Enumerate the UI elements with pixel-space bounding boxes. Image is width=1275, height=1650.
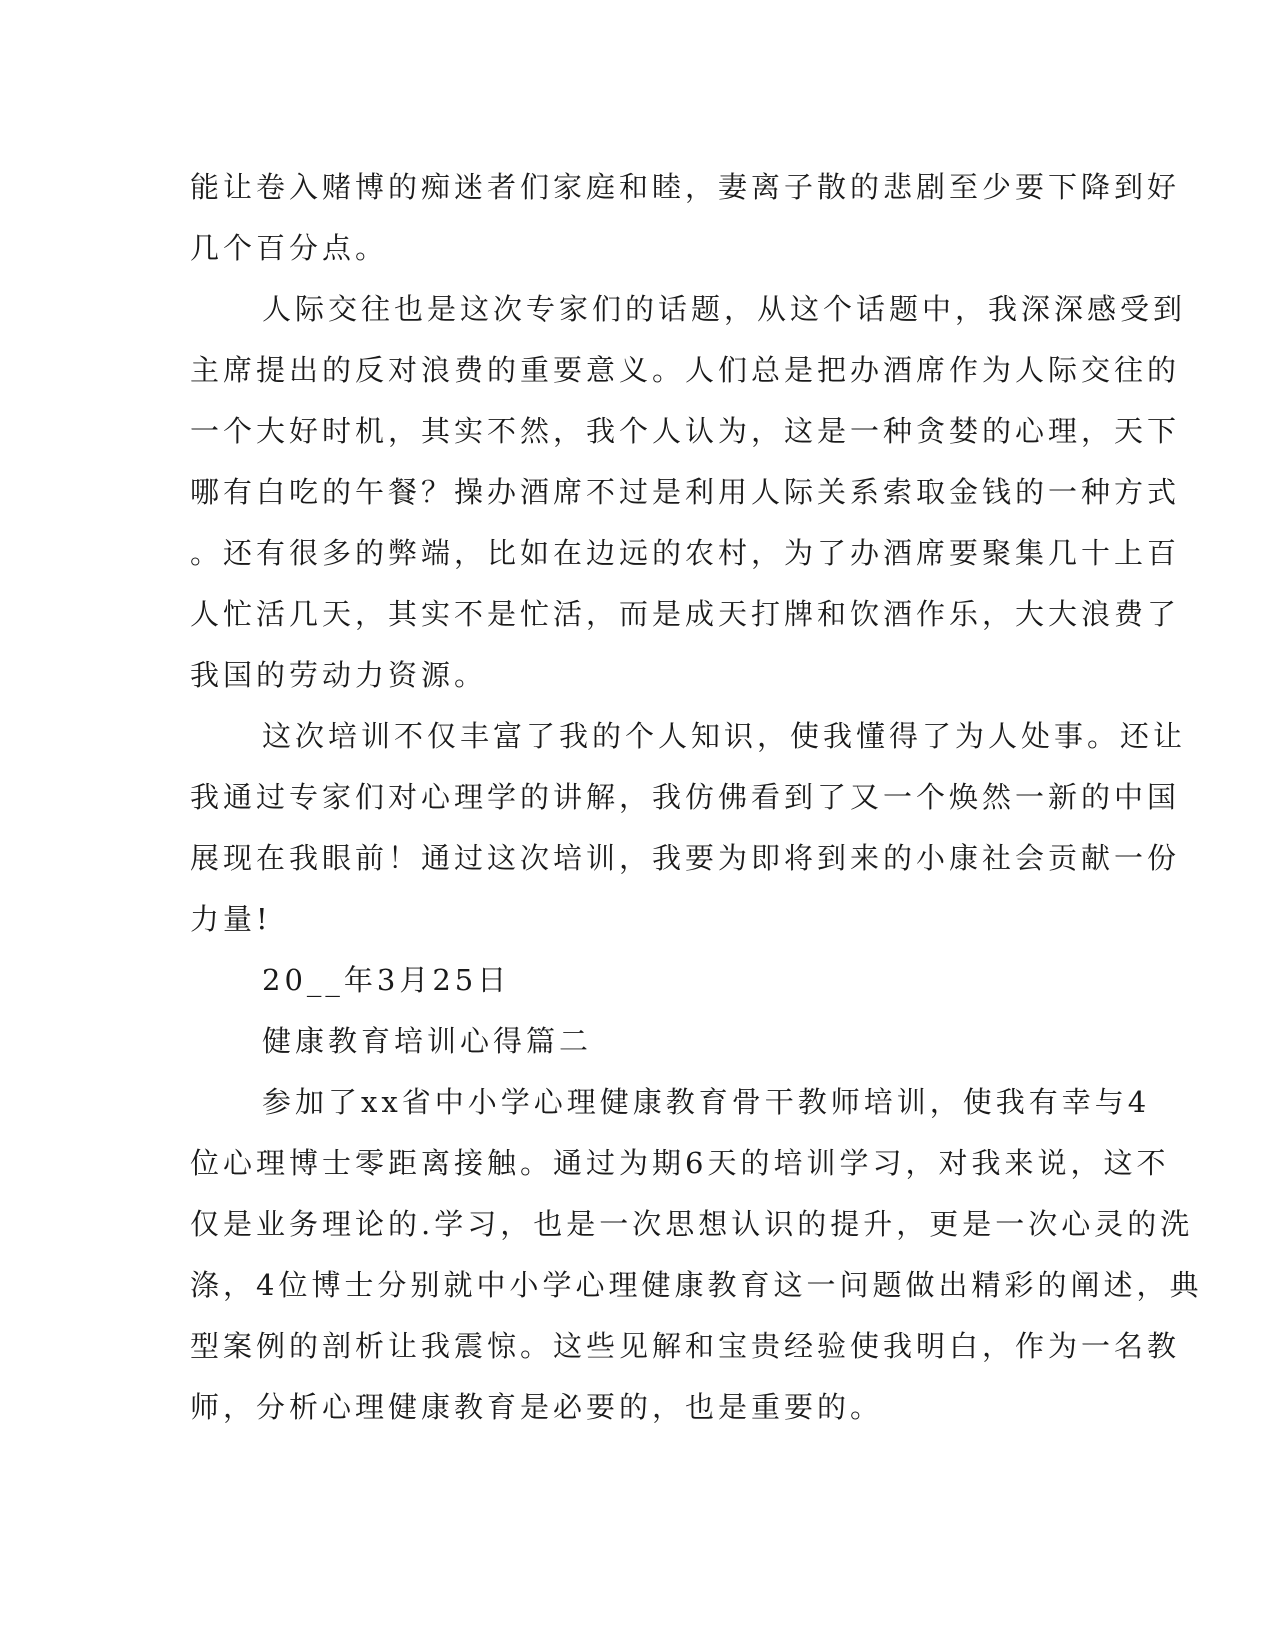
text-line: 我国的劳动力资源。 <box>190 658 488 692</box>
text-line: 位心理博士零距离接触。通过为期6天的培训学习，对我来说，这不 <box>190 1146 1170 1180</box>
date-line: 20__年3月25日 <box>262 963 511 997</box>
text-line: 人忙活几天，其实不是忙活，而是成天打牌和饮酒作乐，大大浪费了 <box>190 597 1181 631</box>
text-line: 人际交往也是这次专家们的话题，从这个话题中，我深深感受到 <box>262 292 1187 326</box>
text-line: 几个百分点。 <box>190 231 389 265</box>
text-line: 我通过专家们对心理学的讲解，我仿佛看到了又一个焕然一新的中国 <box>190 780 1181 814</box>
text-line: 参加了xx省中小学心理健康教育骨干教师培训，使我有幸与4 <box>262 1085 1151 1119</box>
text-line: 哪有白吃的午餐？操办酒席不过是利用人际关系索取金钱的一种方式 <box>190 475 1181 509</box>
section-heading: 健康教育培训心得篇二 <box>262 1024 593 1058</box>
text-line: 一个大好时机，其实不然，我个人认为，这是一种贪婪的心理，天下 <box>190 414 1181 448</box>
text-line: 仅是业务理论的.学习，也是一次思想认识的提升，更是一次心灵的洗 <box>190 1207 1194 1241</box>
text-line: 主席提出的反对浪费的重要意义。人们总是把办酒席作为人际交往的 <box>190 353 1181 387</box>
text-line: 师，分析心理健康教育是必要的，也是重要的。 <box>190 1390 884 1424</box>
text-line: 涤，4位博士分别就中小学心理健康教育这一问题做出精彩的阐述，典 <box>190 1268 1203 1302</box>
text-line: 型案例的剖析让我震惊。这些见解和宝贵经验使我明白，作为一名教 <box>190 1329 1181 1363</box>
text-line: 。还有很多的弊端，比如在边远的农村，为了办酒席要聚集几十上百 <box>190 536 1181 570</box>
text-line: 能让卷入赌博的痴迷者们家庭和睦，妻离子散的悲剧至少要下降到好 <box>190 170 1181 204</box>
text-line: 这次培训不仅丰富了我的个人知识，使我懂得了为人处事。还让 <box>262 719 1187 753</box>
document-body <box>190 157 1203 1438</box>
text-line: 力量! <box>190 902 272 936</box>
text-line: 展现在我眼前！通过这次培训，我要为即将到来的小康社会贡献一份 <box>190 841 1181 875</box>
